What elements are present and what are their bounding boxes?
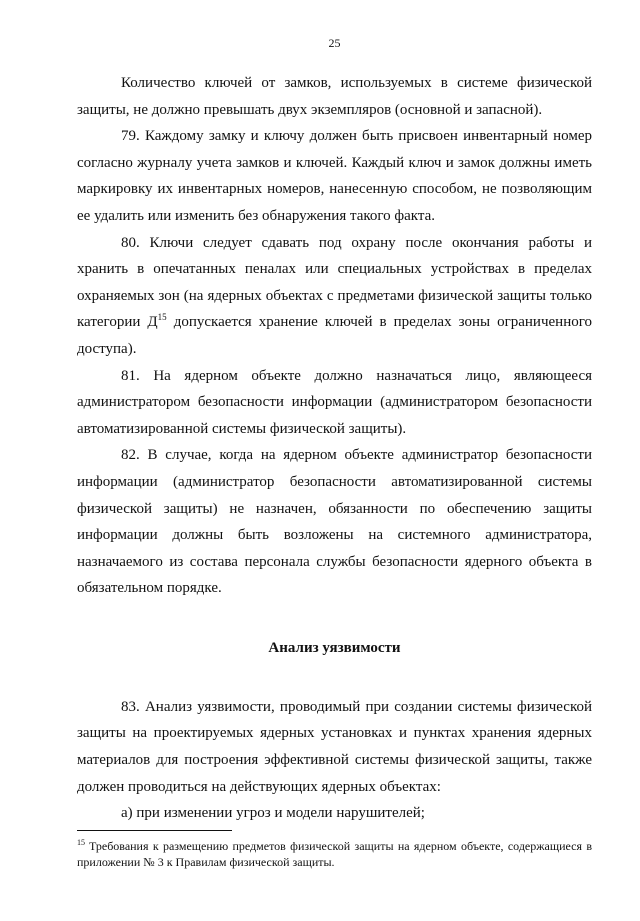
- footnote-number: 15: [77, 838, 85, 847]
- paragraph-80: [77, 230, 592, 363]
- page-number: 25: [328, 36, 341, 50]
- paragraph-83-item-a: а) при изменении угроз и модели нарушителей;: [121, 805, 425, 822]
- paragraph-80-text-after: допускается хранение ключей в пределах зоны ограниченного доступа).: [77, 314, 592, 357]
- section-title: Анализ уязвимости: [268, 639, 401, 656]
- footnote: [77, 838, 592, 870]
- footnote-reference: 15: [157, 312, 167, 323]
- paragraph-81: 81. На ядерном объекте должно назначаться лицо, являющееся администратором безопасности информации (администратором безопасности автоматизированной системы физической защиты).: [77, 367, 592, 437]
- paragraph-83: 83. Анализ уязвимости, проводимый при создании системы физической защиты на проектируемых ядерных установках и пунктах хранения ядерных материалов для построения эффективной системы физической защиты, также должен проводиться на действующих ядерных объектах:: [77, 698, 592, 795]
- paragraph-82: 82. В случае, когда на ядерном объекте администратор безопасности информации (администратор безопасности автоматизированной системы физической защиты) не назначен, обязанности по обеспечению защиты информации должны быть возложены на системного администратора, назначаемого из состава персонала службы безопасности ядерного объекта в обязательном порядке.: [77, 447, 592, 597]
- paragraph-keys-count: Количество ключей от замков, используемых в системе физической защиты, не должно превышать двух экземпляров (основной и запасной).: [77, 75, 592, 118]
- paragraph-79: 79. Каждому замку и ключу должен быть присвоен инвентарный номер согласно журналу учета замков и ключей. Каждый ключ и замок должны иметь маркировку их инвентарных номеров, нанесенную способом, не позволяющим ее удалить или изменить без обнаружения такого факта.: [77, 128, 592, 224]
- paragraph-80-text-before: 80. Ключи следует сдавать под охрану после окончания работы и хранить в опечатанных пеналах или специальных устройствах в пределах охраняемых зон (на ядерных объектах с предметами физической защиты только категории Д: [77, 234, 592, 331]
- footnote-divider: [77, 830, 232, 831]
- footnote-text: Требования к размещению предметов физической защиты на ядерном объекте, содержащиеся в приложении № 3 к Правилам физической защиты.: [77, 839, 592, 869]
